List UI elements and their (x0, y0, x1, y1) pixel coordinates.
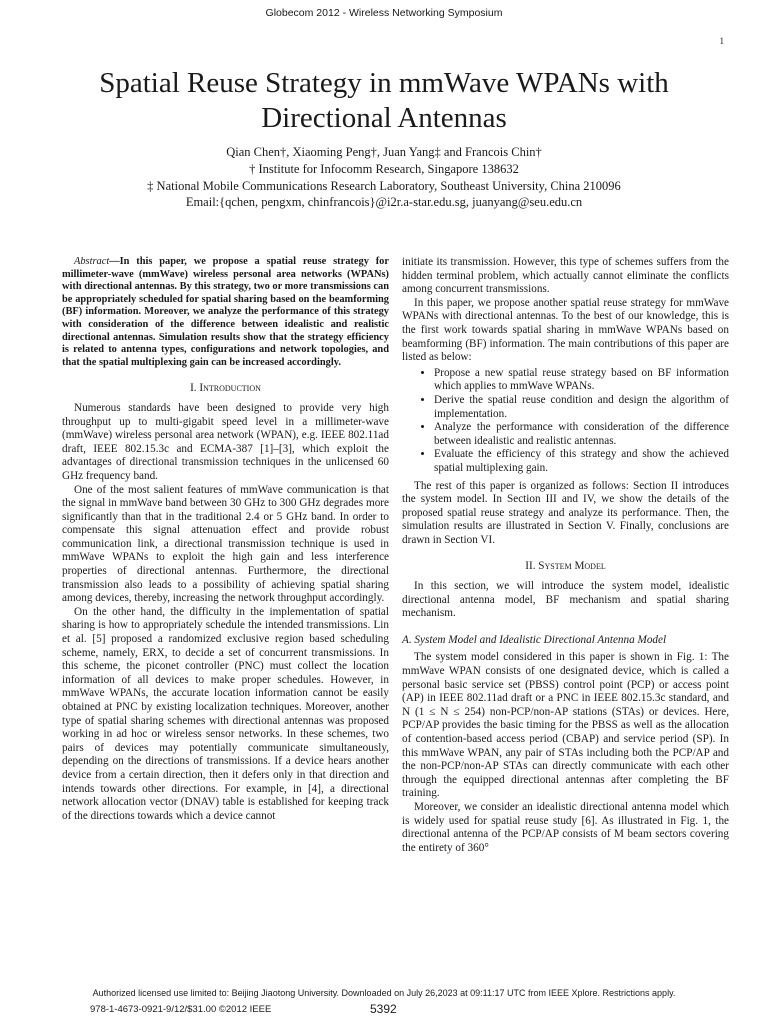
title-line-2: Directional Antennas (261, 102, 507, 134)
left-column (62, 256, 389, 823)
page-number-bottom: 5392 (370, 1002, 397, 1016)
list-item: • Propose a new spatial reuse strategy based on BF information which applies to mmWave WPANs. (434, 367, 729, 394)
list-item: • Derive the spatial reuse condition and design the algorithm of implementation. (434, 394, 729, 421)
right-paragraph-3: The rest of this paper is organized as follows: Section II introduces the system model. In Section III and IV, we show the details of the proposed spatial reuse strategy and analyze its performance. Then, the simulation results are illustrated in Section V. Finally, conclusions are drawn in Section VI. (402, 479, 729, 546)
right-column (402, 256, 729, 855)
intro-paragraph-1: Numerous standards have been designed to provide very high throughput up to multi-gigabit speed level in a millimeter-wave (mmWave) wireless personal area network (WPAN), e.g. IEEE 802.11ad draft, IEEE 802.15.3c and ECMA-387 [1]–[3], which exploit the advantages of directional transmission techniques in the unlicensed 60 GHz frequency band. (62, 401, 389, 482)
license-notice: Authorized licensed use limited to: Beijing Jiaotong University. Downloaded on July 26,2023 at 09:11:17 UTC from IEEE Xplore. Restrictions apply. (92, 988, 676, 998)
abstract (62, 256, 389, 369)
system-model-paragraph-1: In this section, we will introduce the system model, idealistic directional antenna model, BF mechanism and spatial sharing mechanism. (402, 580, 729, 620)
contributions-list (402, 367, 729, 476)
affiliation-2: ‡ National Mobile Communications Research Laboratory, Southeast University, China 210096 (147, 179, 621, 193)
authors: Qian Chen†, Xiaoming Peng†, Juan Yang‡ and Francois Chin† (226, 145, 542, 159)
paper-title (40, 66, 728, 136)
abstract-text: —In this paper, we propose a spatial reuse strategy for millimeter-wave (mmWave) wireless personal area networks (WPANs) with directional antennas. By this strategy, two or more transmissions can be appropriately scheduled for spatial sharing based on the beamforming (BF) information. Moreover, we analyze the performance of this strategy with consideration of the difference between idealistic and realistic directional antennas. Simulation results show that the strategy efficiency is related to antenna types, configurations and network topologies, and that the spatial multiplexing gain can be increased accordingly. (62, 256, 389, 368)
isbn-copyright: 978-1-4673-0921-9/12/$31.00 ©2012 IEEE (90, 1004, 272, 1015)
section-heading-introduction: I. Introduction (190, 382, 261, 395)
list-item: • Evaluate the efficiency of this strategy and show the achieved spatial multiplexing gain. (434, 448, 729, 475)
conference-header: Globecom 2012 - Wireless Networking Symposium (265, 7, 503, 19)
affiliation-1: † Institute for Infocomm Research, Singapore 138632 (249, 162, 519, 176)
page-number-top: 1 (719, 36, 724, 46)
title-line-1: Spatial Reuse Strategy in mmWave WPANs with (99, 67, 669, 99)
section-heading-system-model: II. System Model (525, 560, 606, 573)
right-paragraph-2: In this paper, we propose another spatial reuse strategy for mmWave WPANs with directional antennas. To the best of our knowledge, this is the first work towards spatial sharing in mmWave WPANs based on beamforming (BF) information. The main contributions of this paper are listed as below: (402, 296, 729, 364)
list-item: • Analyze the performance with consideration of the difference between idealistic and realistic antennas. (434, 421, 729, 448)
system-model-paragraph-2: The system model considered in this paper is shown in Fig. 1: The mmWave WPAN consists of one designated device, which is called a personal basic service set (PBSS) control point (PCP) or access point (AP) in IEEE 802.11ad draft or a PNC in IEEE 802.15.3c standard, and N (1 ≤ N ≤ 254) non-PCP/non-AP stations (STAs) or devices. Here, PCP/AP provides the basic timing for the PBSS as well as the allocation of contention-based access period (CBAP) and service period (SP). In this mmWave WPAN, any pair of STAs including both the PCP/AP and the non-PCP/non-AP STAs can directly communicate with each other through the equipped directional antennas after completing the BF training. (402, 651, 729, 800)
right-paragraph-1: initiate its transmission. However, this type of schemes suffers from the hidden terminal problem, which actually cannot eliminate the conflicts among concurrent transmissions. (402, 256, 729, 296)
email: Email:{qchen, pengxm, chinfrancois}@i2r.a-star.edu.sg, juanyang@seu.edu.cn (185, 195, 583, 209)
subsection-heading-a: A. System Model and Idealistic Directional Antenna Model (402, 633, 667, 646)
intro-paragraph-3: On the other hand, the difficulty in the implementation of spatial sharing is how to appropriately schedule the intended transmissions. Lin et al. [5] proposed a randomized exclusive region based scheduling scheme, namely, ERX, to decide a set of concurrent transmissions. In this scheme, the piconet controller (PNC) must collect the location information of all devices to make proper schedules. However, in mmWave WPANs, the accurate location information cannot be easily obtained at PNC by existing localization techniques. Moreover, another type of spatial sharing schemes with directional antennas was proposed working in ad hoc or wireless sensor networks. In these schemes, two pairs of devices may potentially communicate simultaneously, depending on the directions of transmissions. If a device hears another device from a certain direction, then it defers only in that direction and intends towards other directions. For example, in [4], a directional network allocation vector (DNAV) table is established for keeping track of the directions towards which a device cannot (62, 605, 389, 822)
system-model-paragraph-3: Moreover, we consider an idealistic directional antenna model which is widely used for spatial reuse study [6]. As illustrated in Fig. 1, the directional antenna of the PCP/AP consists of M beam sectors covering the entirety of 360° (402, 800, 729, 854)
intro-paragraph-2: One of the most salient features of mmWave communication is that the signal in mmWave band between 30 GHz to 300 GHz degrades more significantly than that in the traditional 2.4 or 5 GHz band. In order to compensate this signal attenuation effect and provide robust communication link, a directional transmission technique is used in mmWave WPANs to exploit the high gain and less interference properties of directional antennas. Furthermore, the directional transmission also leads to a possibility of achieving spatial sharing among devices, thereby, increasing the network throughput accordingly. (62, 483, 389, 605)
abstract-label: Abstract (74, 256, 110, 267)
